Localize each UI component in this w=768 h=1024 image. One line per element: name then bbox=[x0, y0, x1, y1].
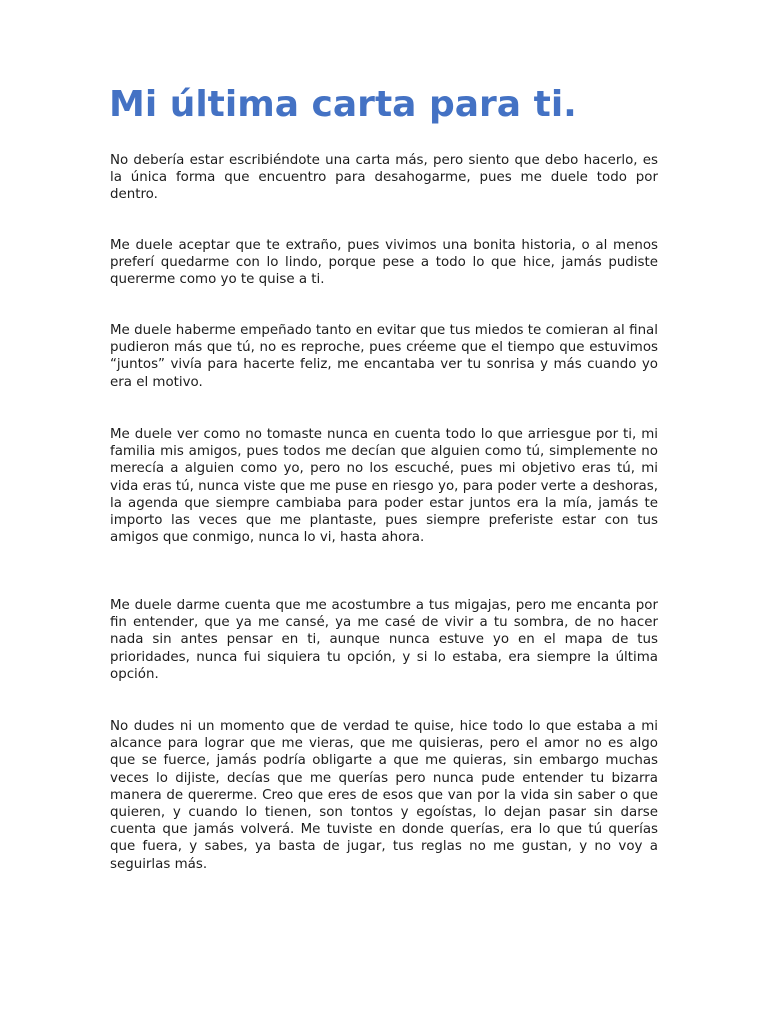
document-title: Mi última carta para ti. bbox=[109, 84, 577, 125]
paragraph: Me duele haberme empeñado tanto en evitar que tus miedos te comieran al final pudieron más que tú, no es reproche, pues créeme que el tiempo que estuvimos “juntos” vivía para hacerte feliz, me encantaba ver tu sonrisa y más cuando yo era el motivo. bbox=[110, 323, 658, 390]
paragraph: No dudes ni un momento que de verdad te quise, hice todo lo que estaba a mi alcance para lograr que me vieras, que me quisieras, pero el amor no es algo que se fuerce, jamás podría obligarte a que me quieras, sin embargo muchas veces lo dijiste, decías que me querías pero nunca pude entender tu bizarra manera de quererme. Creo que eres de esos que van por la vida sin saber o que quieren, y cuando lo tienen, son tontos y egoístas, lo dejan pasar sin darse cuenta que jamás volverá. Me tuviste en donde querías, era lo que tú querías que fuera, y sabes, ya basta de jugar, tus reglas no me gustan, y no voy a seguirlas más. bbox=[110, 719, 658, 872]
paragraph: Me duele aceptar que te extraño, pues vivimos una bonita historia, o al menos preferí quedarme con lo lindo, porque pese a todo lo que hice, jamás pudiste quererme como yo te quise a ti. bbox=[110, 238, 658, 288]
paragraph: Me duele ver como no tomaste nunca en cuenta todo lo que arriesgue por ti, mi familia mis amigos, pues todos me decían que alguien como tú, simplemente no merecía a alguien como yo, pero no los escuché, pues mi objetivo eras tú, mi vida eras tú, nunca viste que me puse en riesgo yo, para poder verte a deshoras, la agenda que siempre cambiaba para poder estar juntos era la mía, jamás te importo las veces que me plantaste, pues siempre preferiste estar con tus amigos que conmigo, nunca lo vi, hasta ahora. bbox=[110, 427, 658, 546]
paragraph: No debería estar escribiéndote una carta más, pero siento que debo hacerlo, es la única forma que encuentro para desahogarme, pues me duele todo por dentro. bbox=[110, 153, 658, 203]
paragraph: Me duele darme cuenta que me acostumbre a tus migajas, pero me encanta por fin entender, que ya me cansé, ya me casé de vivir a tu sombra, de no hacer nada sin antes pensar en ti, aunque nunca estuve yo en el mapa de tus prioridades, nunca fui siquiera tu opción, y si lo estaba, era siempre la última opción. bbox=[110, 598, 658, 682]
